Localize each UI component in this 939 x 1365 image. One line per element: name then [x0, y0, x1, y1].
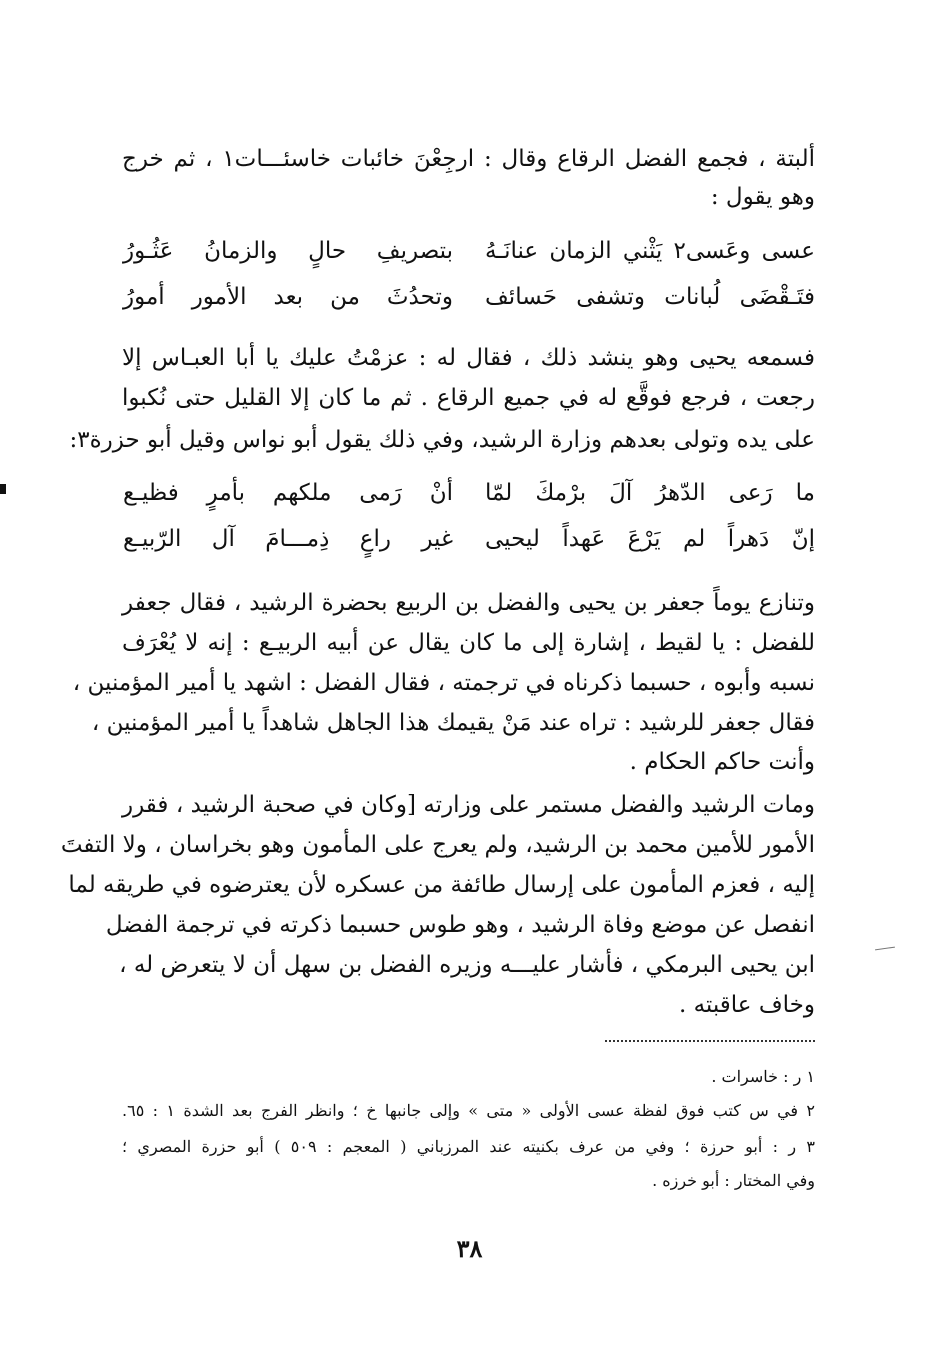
paragraph-1-line-2: وهو يقول : — [710, 184, 815, 210]
footnote-3: ٣ ر : أبو حرزة ؛ وفي من عرف بكنيته عند المرزباني ( المعجم : ٥٠٩ ) أبو حزرة المصري ؛ — [122, 1137, 816, 1156]
paragraph-3-line-3: نسبه وأبوه ، حسبما ذكرناه في ترجمته ، فقال الفضل : اشهد يا أمير المؤمنين ، — [72, 670, 815, 696]
paragraph-4-line-2: الأمور للأمين محمد بن الرشيد، ولم يعرج على المأمون وهو بخراسان ، ولا التفتَ — [60, 832, 815, 858]
paragraph-4-line-4: انفصل عن موضع وفاة الرشيد ، وهو طوس حسبما ذكرته في ترجمة الفضل — [105, 912, 815, 938]
paragraph-4-line-1: ومات الرشيد والفضل مستمر على وزارته [وكان في صحبة الرشيد ، فقرر — [122, 792, 815, 818]
paragraph-2-line-2: رجعت ، فرجع فوقَّع له في جميع الرقاع . ثم ما كان إلا القليل حتى نُكبوا — [122, 385, 815, 411]
scan-edge-mark — [0, 484, 6, 494]
paragraph-4-line-3: إليه ، فعزم المأمون على إرسال طائفة من عسكره لأن يعترضوه في طريقه لما — [68, 872, 815, 898]
footnote-2: ٢ في س كتب فوق لفظة عسى الأولى « متى » وإلى جانبها خ ؛ وانظر الفرج بعد الشدة ١ : ٦٥. — [122, 1101, 816, 1120]
poem-2-verse-2-second: غير راعٍ ذِمـــامَ آل الرّبيـع — [123, 526, 453, 552]
paragraph-4-line-6: وخاف عاقبته . — [678, 992, 815, 1018]
poem-1-verse-1-first: عسى وعَسى٢ يَثْني الزمان عنانَـهُ — [485, 238, 815, 264]
paragraph-3-line-5: وأنت حاكم الحكام . — [629, 749, 815, 775]
poem-1-verse-2-first: فتَـقْضَى لُبانات وتشفى حَسائف — [485, 284, 815, 310]
poem-2-verse-2-first: إنّ دَهراً لم يَرْعَ عَهداً ليحيى — [485, 526, 815, 552]
poem-2-verse-1-first: ما رَعى الدّهرُ آلَ برْمكَ لمّا — [485, 480, 815, 506]
paragraph-1-line-1: ألبتة ، فجمع الفضل الرقاع وقال : ارجِعْنَ خائبات خاسئـــات١ ، ثم خرج — [122, 146, 815, 172]
paragraph-2-line-3: على يده وتولى بعدهم وزارة الرشيد، وفي ذلك يقول أبو نواس وقيل أبو حزرة٣: — [69, 427, 815, 453]
poem-1-verse-1-second: بتصريفِ حالٍ والزمانُ عَثُـورُ — [123, 238, 453, 264]
page-number: ٣٨ — [456, 1234, 483, 1263]
paragraph-3-line-4: فقال جعفر للرشيد : تراه عند مَنْ يقيمك هذا الجاهل شاهداً يا أمير المؤمنين ، — [91, 710, 815, 736]
footnote-3-continued: وفي المختار : أبو خرزه . — [652, 1171, 815, 1190]
poem-1-verse-2-second: وتحدُثَ من بعد الأمور أمورُ — [123, 284, 453, 310]
paragraph-3-line-2: للفضل : يا لقيط ، إشارة إلى ما كان يقال عن أبيه الربيـع : إنه لا يُعْرَف — [122, 630, 815, 656]
paragraph-2-line-1: فسمعه يحيى وهو ينشد ذلك ، فقال له : عزمْتُ عليك يا أبا العبـاس إلا — [122, 345, 815, 371]
paragraph-3-line-1: وتنازع يوماً جعفر بن يحيى والفضل بن الربيع بحضرة الرشيد ، فقال جعفر — [122, 590, 815, 616]
paragraph-4-line-5: ابن يحيى البرمكي ، فأشار عليـــه وزيره الفضل بن سهل أن لا يتعرض له ، — [119, 952, 815, 978]
footnote-separator — [605, 1040, 815, 1042]
poem-2-verse-1-second: أنْ رَمى ملكهم بأمرٍ فظيـع — [123, 480, 453, 506]
scan-margin-stroke — [875, 947, 895, 951]
footnote-1: ١ ر : خاسرات . — [711, 1067, 815, 1086]
